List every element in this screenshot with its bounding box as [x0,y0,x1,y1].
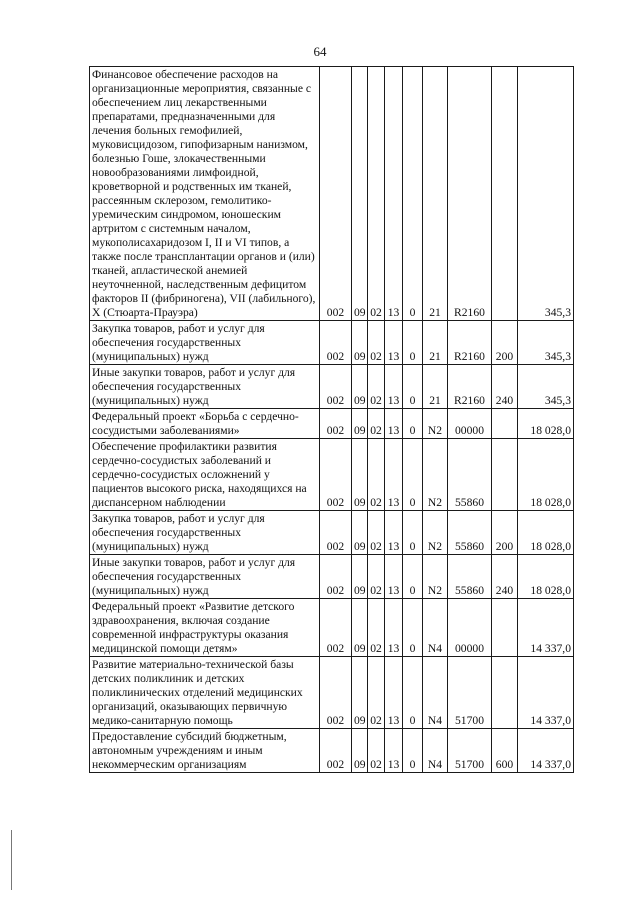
subsection-code-cell: 02 [368,555,385,599]
table-row [90,511,574,555]
margin-line [11,830,12,890]
subprogram-code-cell: 0 [403,365,423,409]
expense-type-cell [492,599,518,657]
expense-name-cell: Закупка товаров, работ и услуг для обеспечения государственных (муниципальных) нужд [90,511,320,555]
project-code-cell: 21 [423,67,448,321]
page-number: 64 [313,44,327,59]
table-row [90,555,574,599]
project-code-cell: N2 [423,409,448,439]
table-body [90,67,574,773]
expense-name-cell: Финансовое обеспечение расходов на организационные мероприятия, связанные с обеспечением лиц лекарственными препаратами, предназначенными для лечения больных гемофилией, муковисцидозом, гипофизарным нанизмом, болезнью Гоше, злокачественными новообразованиями лимфоидной, кроветворной и родственных им тканей, рассеянным склерозом, гемолитико-уремическим синдромом, юношеским артритом с системным началом, мукополисахаридозом I, II и VI типов, а также после трансплантации органов и (или) тканей, апластической анемией неуточненной, наследственным дефицитом факторов II (фибриногена), VII (лабильного), X (Стюарта-Прауэра) [90,67,320,321]
subsection-code-cell: 02 [368,365,385,409]
amount-cell: 18 028,0 [518,511,574,555]
section-code-cell: 09 [352,321,368,365]
amount-cell: 345,3 [518,67,574,321]
subsection-code-cell: 02 [368,439,385,511]
direction-code-cell: R2160 [448,67,492,321]
grbs-code-cell: 002 [320,365,352,409]
program-code-cell: 13 [385,365,403,409]
project-code-cell: N2 [423,439,448,511]
grbs-code-cell: 002 [320,321,352,365]
expense-name-cell: Федеральный проект «Борьба с сердечно-сосудистыми заболеваниями» [90,409,320,439]
expense-name-cell: Предоставление субсидий бюджетным, автономным учреждениям и иным некоммерческим организациям [90,729,320,773]
table-row [90,729,574,773]
project-code-cell: N2 [423,555,448,599]
grbs-code-cell: 002 [320,729,352,773]
project-code-cell: N4 [423,729,448,773]
expense-type-cell [492,657,518,729]
amount-cell: 18 028,0 [518,409,574,439]
direction-code-cell: R2160 [448,365,492,409]
subprogram-code-cell: 0 [403,67,423,321]
direction-code-cell: 51700 [448,729,492,773]
grbs-code-cell: 002 [320,439,352,511]
amount-cell: 18 028,0 [518,439,574,511]
grbs-code-cell: 002 [320,409,352,439]
subsection-code-cell: 02 [368,409,385,439]
section-code-cell: 09 [352,511,368,555]
subprogram-code-cell: 0 [403,409,423,439]
expense-type-cell: 240 [492,555,518,599]
amount-cell: 14 337,0 [518,729,574,773]
subprogram-code-cell: 0 [403,321,423,365]
amount-cell: 345,3 [518,365,574,409]
expense-type-cell [492,67,518,321]
table-row [90,321,574,365]
subsection-code-cell: 02 [368,657,385,729]
direction-code-cell: 55860 [448,555,492,599]
program-code-cell: 13 [385,599,403,657]
expense-type-cell: 200 [492,511,518,555]
expense-name-cell: Обеспечение профилактики развития сердечно-сосудистых заболеваний и сердечно-сосудистых осложнений у пациентов высокого риска, находящихся на диспансерном наблюдении [90,439,320,511]
grbs-code-cell: 002 [320,599,352,657]
subprogram-code-cell: 0 [403,439,423,511]
project-code-cell: N4 [423,657,448,729]
table-row [90,67,574,321]
expense-type-cell: 600 [492,729,518,773]
grbs-code-cell: 002 [320,657,352,729]
subsection-code-cell: 02 [368,599,385,657]
grbs-code-cell: 002 [320,67,352,321]
subsection-code-cell: 02 [368,321,385,365]
expense-type-cell [492,439,518,511]
grbs-code-cell: 002 [320,555,352,599]
program-code-cell: 13 [385,657,403,729]
table-row [90,657,574,729]
program-code-cell: 13 [385,321,403,365]
section-code-cell: 09 [352,439,368,511]
project-code-cell: 21 [423,321,448,365]
subprogram-code-cell: 0 [403,555,423,599]
direction-code-cell: 55860 [448,439,492,511]
program-code-cell: 13 [385,555,403,599]
direction-code-cell: 55860 [448,511,492,555]
project-code-cell: N2 [423,511,448,555]
expense-type-cell: 200 [492,321,518,365]
direction-code-cell: R2160 [448,321,492,365]
section-code-cell: 09 [352,729,368,773]
section-code-cell: 09 [352,365,368,409]
section-code-cell: 09 [352,409,368,439]
section-code-cell: 09 [352,599,368,657]
program-code-cell: 13 [385,729,403,773]
amount-cell: 18 028,0 [518,555,574,599]
expense-name-cell: Иные закупки товаров, работ и услуг для обеспечения государственных (муниципальных) нужд [90,365,320,409]
table-row [90,409,574,439]
table-row [90,365,574,409]
subsection-code-cell: 02 [368,511,385,555]
program-code-cell: 13 [385,511,403,555]
program-code-cell: 13 [385,409,403,439]
expense-name-cell: Закупка товаров, работ и услуг для обеспечения государственных (муниципальных) нужд [90,321,320,365]
project-code-cell: N4 [423,599,448,657]
table-row [90,599,574,657]
subprogram-code-cell: 0 [403,657,423,729]
amount-cell: 345,3 [518,321,574,365]
subprogram-code-cell: 0 [403,599,423,657]
expense-name-cell: Иные закупки товаров, работ и услуг для обеспечения государственных (муниципальных) нужд [90,555,320,599]
subprogram-code-cell: 0 [403,511,423,555]
amount-cell: 14 337,0 [518,657,574,729]
expense-type-cell [492,409,518,439]
project-code-cell: 21 [423,365,448,409]
direction-code-cell: 00000 [448,409,492,439]
subsection-code-cell: 02 [368,729,385,773]
direction-code-cell: 51700 [448,657,492,729]
subprogram-code-cell: 0 [403,729,423,773]
expense-type-cell: 240 [492,365,518,409]
section-code-cell: 09 [352,555,368,599]
expense-name-cell: Федеральный проект «Развитие детского здравоохранения, включая создание современной инфраструктуры оказания медицинской помощи детям» [90,599,320,657]
section-code-cell: 09 [352,657,368,729]
expense-name-cell: Развитие материально-технической базы детских поликлиник и детских поликлинических отделений медицинских организаций, оказывающих первичную медико-санитарную помощь [90,657,320,729]
section-code-cell: 09 [352,67,368,321]
amount-cell: 14 337,0 [518,599,574,657]
grbs-code-cell: 002 [320,511,352,555]
program-code-cell: 13 [385,67,403,321]
direction-code-cell: 00000 [448,599,492,657]
program-code-cell: 13 [385,439,403,511]
table-row [90,439,574,511]
subsection-code-cell: 02 [368,67,385,321]
budget-table [89,66,574,773]
